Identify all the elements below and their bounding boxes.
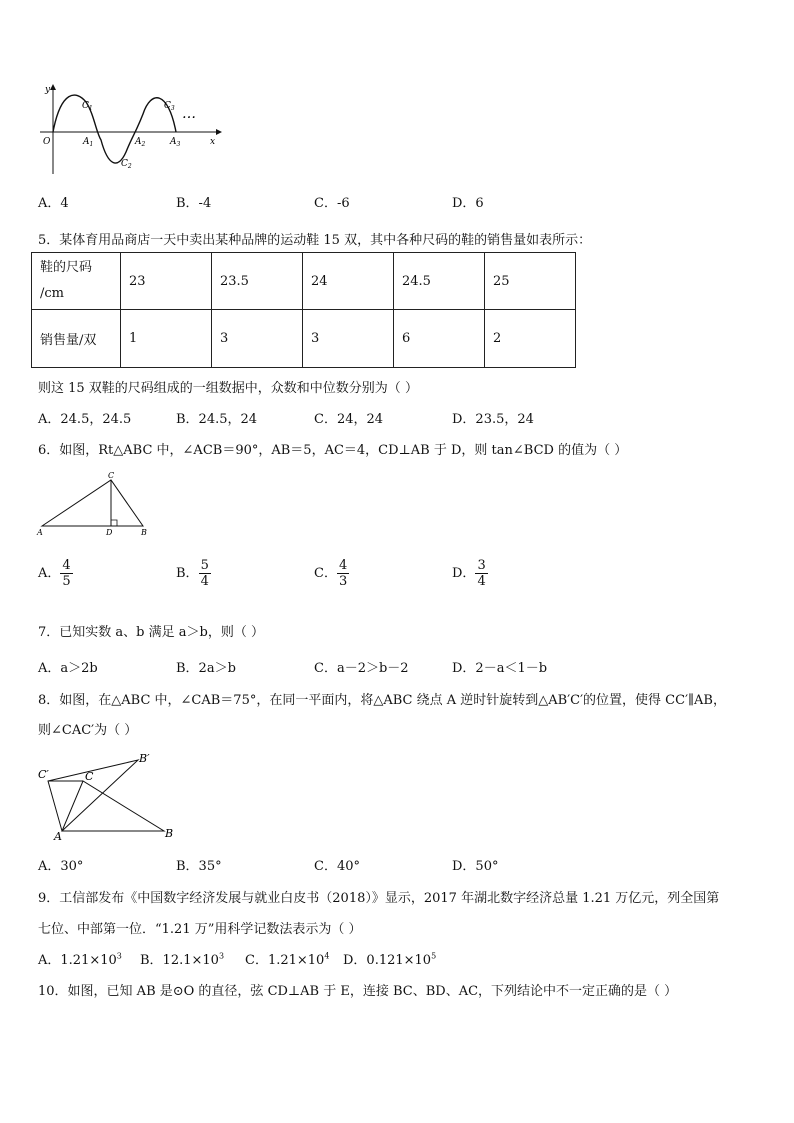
option-letter: B．	[176, 566, 199, 581]
numerator: 3	[477, 558, 486, 573]
q5-question: 则这 15 双鞋的尺码组成的一组数据中，众数和中位数分别为（ ）	[38, 381, 418, 396]
label-b: B	[165, 827, 174, 840]
table-cell: 23.5	[212, 253, 303, 310]
y-axis-arrow	[50, 84, 56, 90]
sine-curve-figure	[36, 82, 226, 178]
label-a2: $A_2$	[135, 137, 146, 148]
label-a1: $A_1$	[83, 137, 94, 148]
denominator: 3	[338, 574, 348, 589]
q8-stem-line1: 8．如图，在△ABC 中，∠CAB＝75°，在同一平面内，将△ABC 绕点 A 逆时针旋转到△AB′C′的位置，使得 CC′∥AB，	[38, 693, 726, 708]
q4-option-d[interactable]: D．6	[452, 196, 484, 211]
table-cell: 24	[303, 253, 394, 310]
fraction	[337, 558, 349, 589]
q8-option-c[interactable]: C．40°	[314, 859, 360, 874]
denominator: 4	[477, 574, 486, 589]
q4-option-c[interactable]: C．-6	[314, 196, 350, 211]
table-row-sales	[32, 310, 576, 368]
denominator: 4	[200, 574, 209, 589]
q4-option-b[interactable]: B．-4	[176, 196, 212, 211]
q9-option-b[interactable]	[140, 949, 224, 968]
table-cell: 24.5	[394, 253, 485, 310]
option-letter: C．	[314, 566, 337, 581]
q10-stem: 10．如图，已知 AB 是⊙O 的直径，弦 CD⊥AB 于 E，连接 BC、BD、AC，下列结论中不一定正确的是（ ）	[38, 984, 678, 999]
q6-option-d[interactable]	[452, 558, 488, 589]
table-cell: 23	[121, 253, 212, 310]
table-header-size	[32, 253, 121, 310]
table-cell: 2	[485, 310, 576, 368]
right-angle-mark	[111, 520, 117, 526]
fraction	[199, 558, 211, 589]
table-cell: 6	[394, 310, 485, 368]
label-dots: …	[182, 106, 196, 122]
fraction	[475, 558, 487, 589]
shoe-size-table	[31, 252, 576, 368]
triangle-abc	[42, 480, 143, 526]
table-header-size-line1: 鞋的尺码	[40, 260, 93, 275]
q6-stem: 6．如图，Rt△ABC 中，∠ACB＝90°，AB＝5，AC＝4，CD⊥AB 于 D，则 tan∠BCD 的值为（ ）	[38, 443, 628, 458]
label-c3: $C_3$	[164, 101, 175, 112]
label-c1: $C_1$	[82, 101, 93, 112]
q5-option-d[interactable]: D．23.5，24	[452, 412, 534, 427]
label-b: B	[141, 528, 147, 537]
q9-option-a[interactable]	[38, 949, 122, 968]
triangle-abc	[62, 781, 164, 831]
label-a3: $A_3$	[170, 137, 181, 148]
table-cell: 1	[121, 310, 212, 368]
q7-option-c[interactable]: C．a－2＞b－2	[314, 661, 409, 676]
numerator: 4	[338, 558, 348, 573]
table-cell: 25	[485, 253, 576, 310]
option-text: A．1.21×10	[38, 953, 117, 968]
option-text: B．12.1×10	[140, 953, 219, 968]
q7-option-b[interactable]: B．2a＞b	[176, 661, 236, 676]
q5-stem: 5．某体育用品商店一天中卖出某种品牌的运动鞋 15 双，其中各种尺码的鞋的销售量如表所示：	[38, 233, 592, 248]
option-letter: A．	[38, 566, 61, 581]
q5-option-c[interactable]: C．24，24	[314, 412, 384, 427]
exponent: 3	[116, 951, 122, 961]
label-a: A	[37, 528, 43, 537]
label-c2: $C_2$	[121, 159, 132, 170]
q9-stem-line2: 七位、中部第一位．“1.21 万”用科学记数法表示为（ ）	[38, 922, 362, 937]
right-triangle-figure	[36, 470, 156, 538]
label-x: x	[210, 137, 216, 147]
q7-option-a[interactable]: A．a＞2b	[38, 661, 98, 676]
label-d: D	[106, 528, 113, 537]
x-axis-arrow	[216, 129, 222, 135]
table-header-size-line2: /cm	[40, 286, 64, 301]
table-header-sales: 销售量/双	[32, 310, 121, 368]
numerator: 4	[62, 558, 71, 573]
q4-option-a[interactable]: A．4	[38, 196, 69, 211]
q7-stem: 7．已知实数 a、b 满足 a＞b，则（ ）	[38, 625, 264, 640]
numerator: 5	[200, 558, 209, 573]
q9-stem-line1: 9．工信部发布《中国数字经济发展与就业白皮书（2018）》显示，2017 年湖北数字经济总量 1.21 万亿元，列全国第	[38, 891, 720, 906]
q5-option-a[interactable]: A．24.5，24.5	[38, 412, 132, 427]
exponent: 3	[218, 951, 225, 961]
label-c: C	[108, 471, 115, 480]
q9-option-c[interactable]	[245, 949, 329, 968]
q7-option-d[interactable]: D．2－a＜1－b	[452, 661, 548, 676]
denominator: 5	[62, 574, 71, 589]
label-y: y	[45, 85, 51, 95]
option-text: C．1.21×10	[245, 953, 325, 968]
table-cell: 3	[303, 310, 394, 368]
label-c: C	[85, 770, 94, 783]
option-letter: D．	[452, 566, 476, 581]
q8-option-d[interactable]: D．50°	[452, 859, 499, 874]
exponent: 4	[324, 951, 330, 961]
rotation-figure	[36, 748, 186, 844]
label-a: A	[54, 830, 62, 843]
table-row-sizes	[32, 253, 576, 310]
label-b-prime: B′	[139, 752, 150, 765]
exponent: 5	[431, 951, 437, 961]
q6-option-a[interactable]	[38, 558, 73, 589]
option-text: D．0.121×10	[343, 953, 432, 968]
q5-option-b[interactable]: B．24.5，24	[176, 412, 258, 427]
q6-option-c[interactable]	[314, 558, 349, 589]
wave-curve	[53, 95, 176, 163]
label-origin: O	[43, 137, 51, 147]
q8-option-a[interactable]: A．30°	[38, 859, 84, 874]
q9-option-d[interactable]	[343, 949, 436, 968]
q8-stem-line2: 则∠CAC′为（ ）	[38, 723, 138, 738]
label-c-prime: C′	[38, 768, 49, 781]
table-cell: 3	[212, 310, 303, 368]
q6-option-b[interactable]	[176, 558, 211, 589]
q8-option-b[interactable]: B．35°	[176, 859, 222, 874]
fraction	[60, 558, 72, 589]
